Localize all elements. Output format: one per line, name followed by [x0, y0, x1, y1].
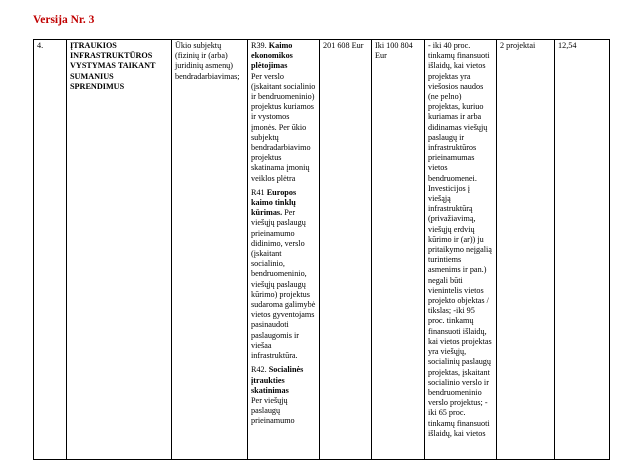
- measure-r39: [251, 41, 316, 184]
- score-cell: [555, 40, 610, 460]
- max-support-cell: [372, 40, 425, 460]
- measure-body: Per viešųjų paslaugų prieinamumo didinimo, verslo (įskaitant socialinio, bendruomeninio, viešųjų paslaugų kūrimo) projektus sudaroma galimybė vietos gyventojams pasinaudoti paslaugomis ir viešaa infrastruktūra.: [251, 208, 316, 361]
- version-label: Versija Nr. 3: [33, 14, 95, 26]
- row-number-cell: [34, 40, 67, 460]
- priority-title: ĮTRAUKIOS INFRASTRUKTŪROS VYSTYMAS TAIKANT SUMANIUS SPRENDIMUS: [70, 41, 156, 91]
- measure-r41: [251, 188, 316, 361]
- applicants-text: Ūkio subjektų (fizinių ir (arba) juridinių asmenų) bendradarbiavimas;: [175, 41, 240, 81]
- projects-count: 2 projektai: [500, 41, 536, 50]
- strategy-table: [33, 39, 610, 460]
- measure-title: Socialinės įtraukties skatinimas: [251, 365, 304, 395]
- applicants-cell: [172, 40, 248, 460]
- row-number: 4.: [37, 41, 44, 50]
- measure-body: Per verslo (įskaitant socialinio ir bendruomeninio) projektus kuriamos ir vystomos įmonės. Per ūkio subjektų bendradarbiavimo projektus skatinama įmonių veiklos plėtra: [251, 71, 316, 183]
- measure-code: R41: [251, 187, 265, 197]
- measure-title: Europos kaimo tinklų kūrimas.: [251, 187, 297, 218]
- max-support-value: Iki 100 804 Eur: [375, 41, 413, 61]
- measure-body: Per viešųjų paslaugų prieinamumo: [251, 395, 295, 426]
- intensity-text: - iki 40 proc. tinkamų finansuoti išlaidų, kai vietos projektas yra viešosios naudos (ne pelno) projektas, kuriuo kuriamas ir arba didinamas viešųjų paslaugų ir infrastruktūros prieinamumas vietos bendruomenei. Investicijos į viešąją infrastruktūrą (privažiavimą, viešųjų erdvių kūrimo ir (ar)) ju pritaikymo neįgalią turintiems asmenims ir pan.) negali būti vienintelis vietos projekto objektas / tikslas; -iki 95 proc. tinkamų finansuoti išlaidų, kai vietos projektas yra viešųjų, socialinių paslaugų projektas, įskaitant socialinio verslo ir bendruomeninio verslo projektus; -iki 65 proc. tinkamų finansuoti išlaidų, kai vietos: [428, 41, 492, 438]
- priority-cell: [67, 40, 172, 460]
- measure-title: Kaimo ekonomikos plėtojimas: [251, 41, 293, 71]
- table-row: [34, 40, 610, 460]
- measure-code: R39.: [251, 41, 267, 50]
- amount-cell: [320, 40, 372, 460]
- projects-cell: [497, 40, 555, 460]
- measure-code: R42.: [251, 365, 267, 375]
- amount-value: 201 608 Eur: [323, 41, 364, 50]
- intensity-cell: [425, 40, 497, 460]
- score-value: 12,54: [558, 41, 577, 50]
- measures-cell: [248, 40, 320, 460]
- measure-r42: [251, 365, 316, 426]
